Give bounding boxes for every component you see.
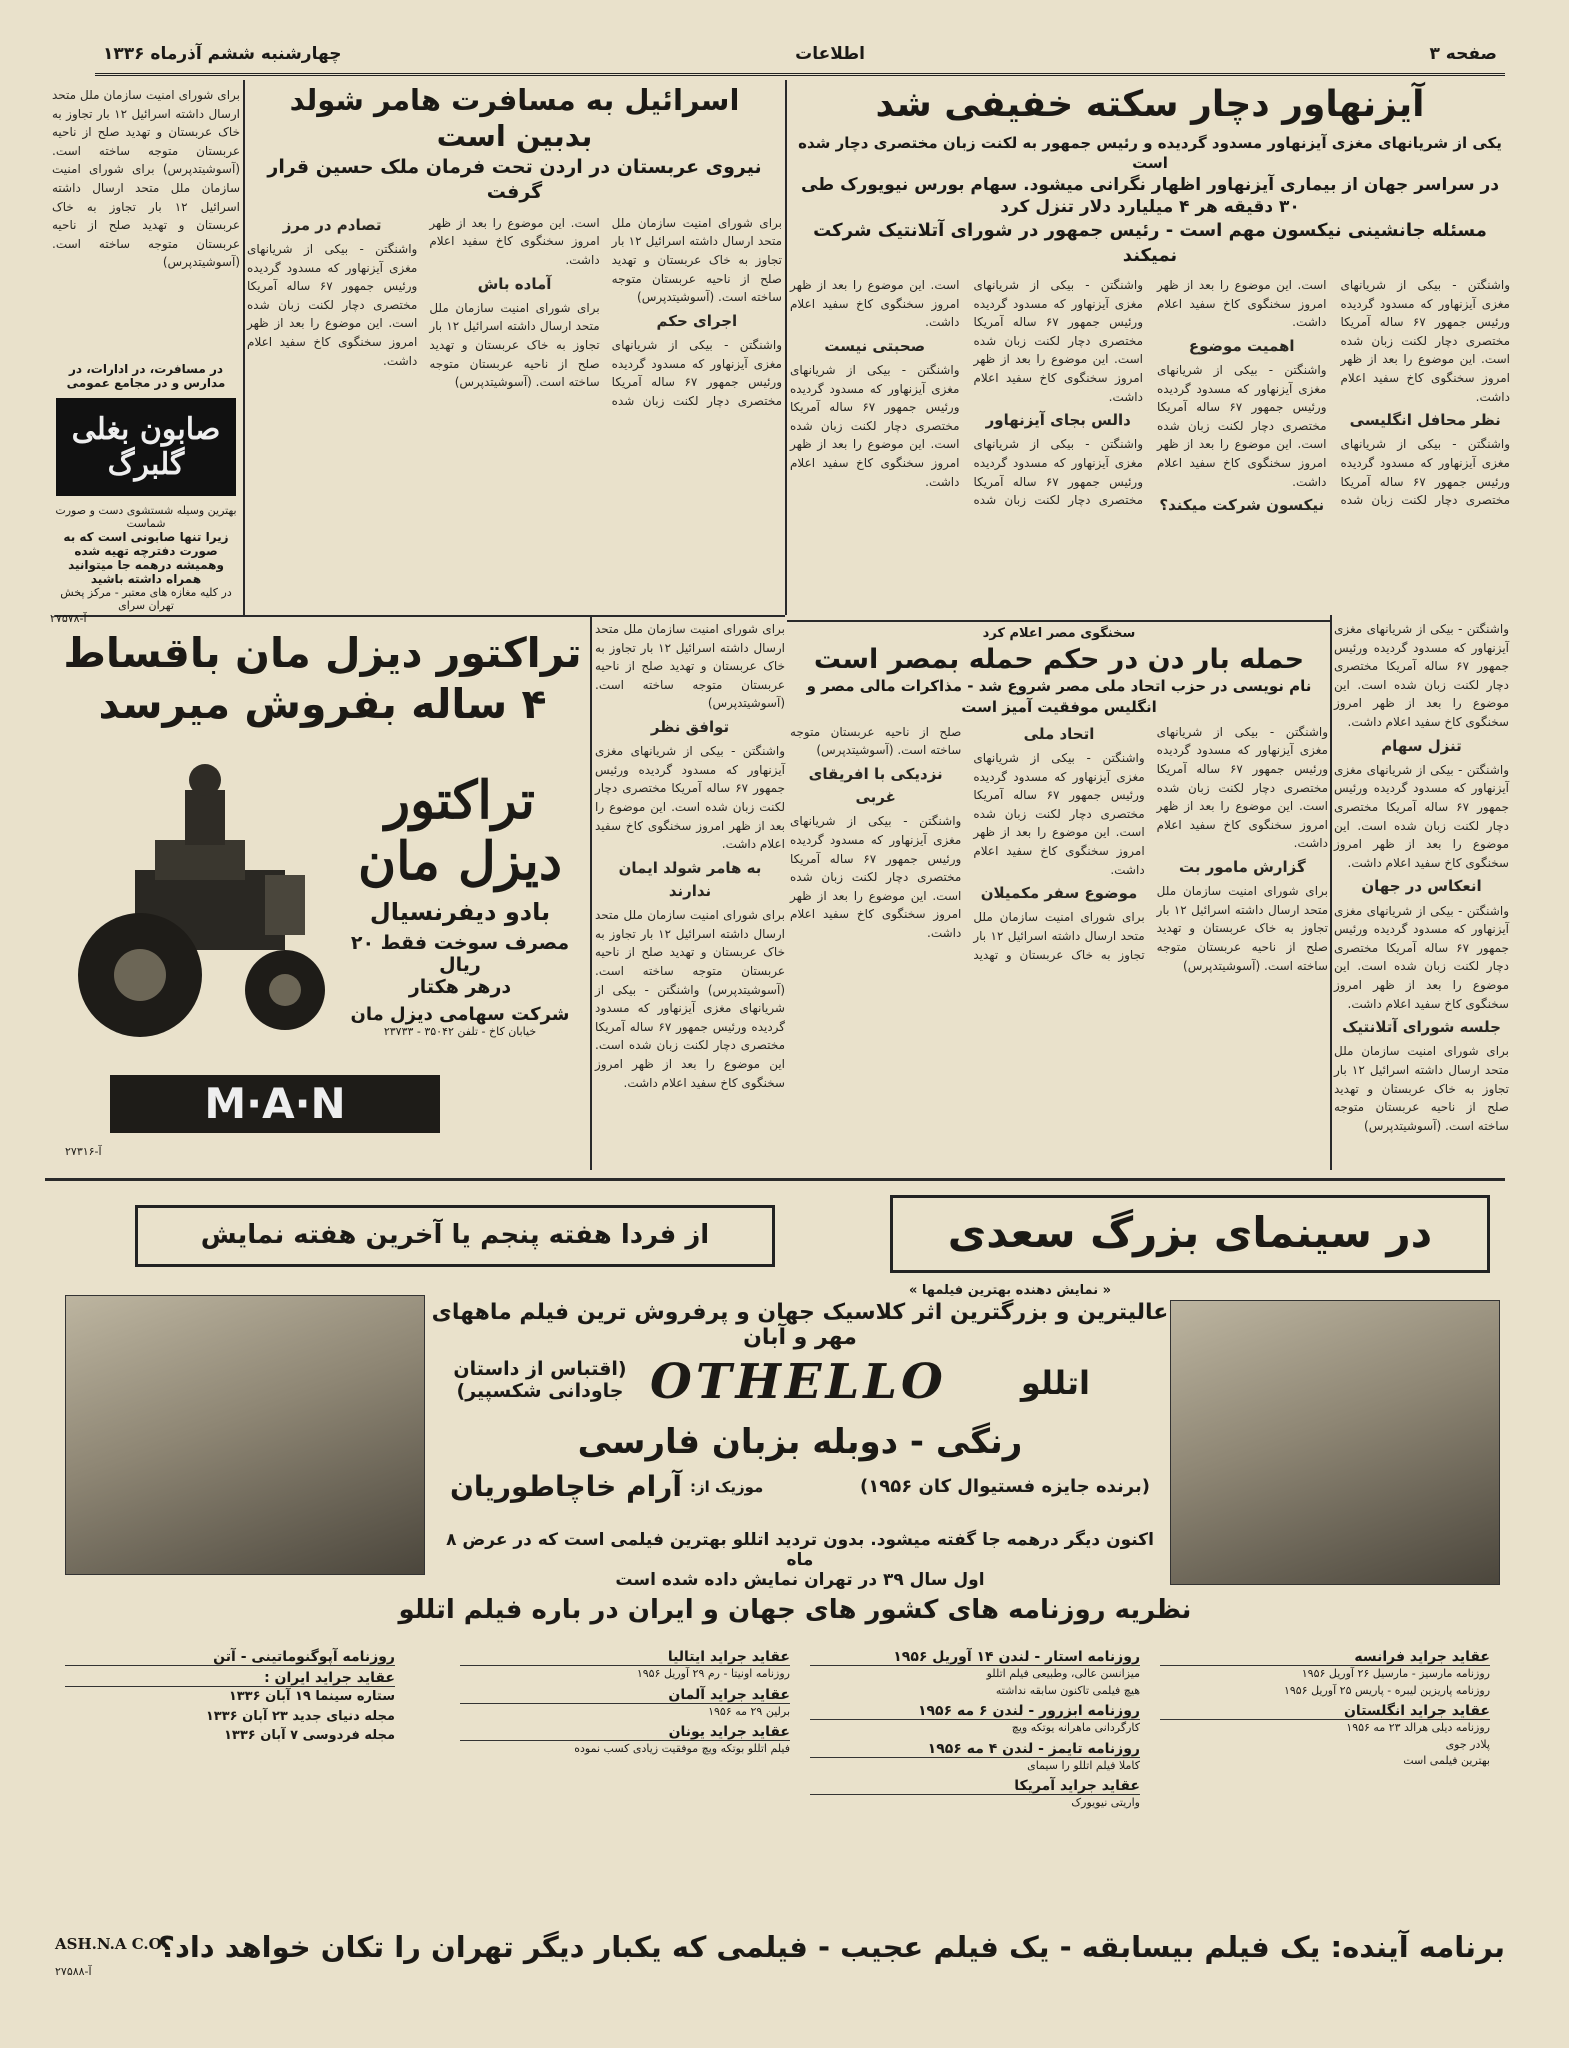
article-subhead: در سراسر جهان از بیماری آیزنهاور اظهار نگرانی میشود. سهام بورس نیویورک طی ۳۰ دقیقه هر ۴ میلیارد دلار تنزل کرد [800, 174, 1500, 218]
tractor-company: شرکت سهامی دیزل مان [350, 1004, 570, 1025]
film-desc: عالیترین و بزرگترین اثر کلاسیک جهان و پرفروش ترین فیلم ماههای مهر و آبان [431, 1300, 1169, 1350]
review-item: ستاره سینما ۱۹ آبان ۱۳۳۶ [228, 1689, 395, 1704]
body-text: واشنگتن - بیکی از شریانهای مغزی آیزنهاور که مسدود گردیده ورئیس جمهور ۶۷ ساله آمریکا مختصری دچار لکنت زبان شده است. این موضوع را بعد از ظهر امروز سخنگوی کاخ سفید اعلام داشت. [1334, 762, 1509, 870]
article-kicker: سخنگوی مصر اعلام کرد [982, 626, 1136, 641]
security-council-brief [52, 86, 240, 356]
music-label: موزیک از: [690, 1478, 764, 1496]
paper-name: اطلاعات [795, 44, 865, 64]
review-item: هیچ فیلمی تاکنون سابقه نداشته [995, 1683, 1140, 1697]
review-item: فیلم اتللو بوتکه ویچ موفقیت زیادی کسب نموده [574, 1742, 790, 1755]
column-rule [785, 80, 787, 615]
article-body [790, 276, 1510, 641]
article-body [790, 723, 1328, 1173]
body-text: واشنگتن - بیکی از شریانهای مغزی آیزنهاور که مسدود گردیده ورئیس جمهور ۶۷ ساله آمریکا مختصری دچار لکنت زبان شده است. این موضوع را بعد از ظهر امروز سخنگوی کاخ سفید اعلام داشت. [790, 814, 962, 941]
section-heading: تصادم در مرز [282, 215, 382, 234]
adaptation-line: (اقتباس از داستان [453, 1358, 627, 1380]
review-item: کارگردانی ماهرانه یوتکه ویچ [1011, 1721, 1140, 1734]
section-heading: موضوع سفر مکمیلان [980, 884, 1138, 903]
section-heading: آماده باش [477, 274, 552, 293]
body-text: واشنگتن - بیکی از شریانهای مغزی آیزنهاور که مسدود گردیده ورئیس جمهور ۶۷ ساله آمریکا مختصری دچار لکنت زبان شده است. این موضوع را بعد از ظهر امروز سخنگوی کاخ سفید اعلام داشت. [595, 982, 786, 1090]
review-heading: عقاید جراید یونان [460, 1724, 790, 1741]
soap-ad [50, 362, 242, 625]
article-headline: حمله بار دن در حکم حمله بمصر است [813, 643, 1305, 675]
body-text: برای شورای امنیت سازمان ملل متحد ارسال داشته اسرائیل ۱۲ بار تجاوز به خاک عربستان و تهدید صلح از ناحیه عربستان متوجه ساخته است. (آسوشیتدپرس) [790, 724, 1145, 962]
review-item: روزنامه مارسیز - مارسیل ۲۶ آوریل ۱۹۵۶ [1301, 1667, 1490, 1680]
film-still-right [1170, 1300, 1500, 1585]
soap-line: بهترین وسیله شستشوی دست و صورت شماست [55, 504, 237, 530]
body-text: واشنگتن - بیکی از شریانهای مغزی آیزنهاور که مسدود گردیده ورئیس جمهور ۶۷ ساله آمریکا مختصری دچار لکنت زبان شده است. این موضوع را بعد از ظهر امروز سخنگوی کاخ سفید اعلام داشت. [790, 363, 960, 489]
film-title-en: OTHELLO [650, 1354, 947, 1410]
review-heading: روزنامه ابزرور - لندن ۶ مه ۱۹۵۶ [810, 1703, 1140, 1720]
ashna-logo: ASH.N.A C.O [55, 1935, 162, 1953]
section-heading: نیکسون شرکت میکند؟ [1159, 496, 1325, 515]
column-rule [1330, 615, 1332, 1170]
film-still-left [65, 1295, 425, 1575]
section-heading: جلسه شورای آتلانتیک [1342, 1018, 1501, 1037]
section-heading: دالس بجای آیزنهاور [985, 411, 1131, 430]
film-title-fa: اتللو [1020, 1364, 1090, 1402]
israel-article [247, 82, 782, 612]
cinema-tagline: « نمایش دهنده بهترین فیلمها » [908, 1283, 1112, 1298]
body-text: واشنگتن - بیکی از شریانهای مغزی آیزنهاور که مسدود گردیده ورئیس جمهور ۶۷ ساله آمریکا مختصری دچار لکنت زبان شده است. این موضوع را بعد از ظهر امروز سخنگوی کاخ سفید اعلام داشت. [790, 277, 1143, 508]
review-item: واریتی نیویورک [1071, 1796, 1140, 1809]
ad-code: آ-۲۷۳۱۶ [65, 1145, 102, 1158]
section-heading: تنزل سهام [1381, 736, 1462, 755]
review-item: میزانسن عالی، وطبیعی فیلم اتللو [986, 1667, 1140, 1680]
ad-code: آ-۲۷۵۷۸ [50, 612, 87, 625]
film-note: اول سال ۳۹ در تهران نمایش داده شده است [615, 1570, 985, 1590]
eisenhower-article [790, 82, 1510, 617]
article-subhead: نیروی عربستان در اردن تحت فرمان ملک حسین قرار گرفت [267, 155, 762, 204]
review-item: مجله فردوسی ۷ آبان ۱۳۳۶ [223, 1728, 395, 1743]
body-text: واشنگتن - بیکی از شریانهای مغزی آیزنهاور که مسدود گردیده ورئیس جمهور ۶۷ ساله آمریکا مختصری دچار لکنت زبان شده است. این موضوع را بعد از ظهر امروز سخنگوی کاخ سفید اعلام داشت. [247, 242, 418, 368]
body-text: برای شورای امنیت سازمان ملل متحد ارسال داشته اسرائیل ۱۲ بار تجاوز به خاک عربستان و تهدید صلح از ناحیه عربستان متوجه ساخته است. (آسوشیتدپرس) [1334, 1044, 1509, 1133]
review-heading: روزنامه تایمز - لندن ۴ مه ۱۹۵۶ [810, 1741, 1140, 1758]
film-color: رنگی - دوبله بزبان فارسی [577, 1422, 1023, 1462]
film-title-row [430, 1354, 1170, 1416]
film-composer: آرام خاچاطوریان [450, 1470, 682, 1503]
review-item: برلین ۲۹ مه ۱۹۵۶ [708, 1704, 790, 1718]
review-item: بهترین فیلمی است [1403, 1754, 1490, 1767]
column-rule [590, 615, 592, 1170]
tractor-title: تراکتور دیزل مان باقساط [63, 629, 582, 677]
review-item: کاملا فیلم اتللو را سیمای [1027, 1758, 1140, 1772]
body-text: برای شورای امنیت سازمان ملل متحد ارسال داشته اسرائیل ۱۲ بار تجاوز به خاک عربستان و تهدید صلح از ناحیه عربستان متوجه ساخته است. (آسوشیتدپرس) [1156, 884, 1328, 973]
page-header [95, 40, 1505, 76]
man-logo: M·A·N [110, 1075, 440, 1133]
tractor-name: تراکتور دیزل مان [357, 770, 563, 892]
egypt-article [790, 625, 1328, 1175]
film-info [430, 1300, 1170, 1590]
reviews-column [1160, 1645, 1490, 1915]
section-heading: اتحاد ملی [1023, 724, 1095, 743]
reviews-column [810, 1645, 1140, 1915]
review-heading: عقاید جراید ایتالیا [460, 1649, 790, 1666]
article-lead: واشنگتن - بیکی از شریانهای مغزی آیزنهاور که مسدود گردیده ورئیس جمهور ۶۷ ساله آمریکا مختصری دچار لکنت زبان شده است. این موضوع را بعد از ظهر امروز سخنگوی کاخ سفید اعلام داشت. [1340, 277, 1510, 404]
cinema-headline: در سینمای بزرگ سعدی [890, 1195, 1490, 1273]
review-heading: روزنامه استار - لندن ۱۴ آوریل ۱۹۵۶ [810, 1649, 1140, 1666]
body-text: برای شورای امنیت سازمان ملل متحد ارسال داشته اسرائیل ۱۲ بار تجاوز به خاک عربستان و تهدید صلح از ناحیه عربستان متوجه ساخته است. (آسوشیتدپرس) [595, 908, 786, 997]
tractor-details [340, 770, 580, 1038]
review-item: مجله دنیای جدید ۲۳ آبان ۱۳۳۶ [205, 1708, 395, 1724]
film-adaptation [450, 1358, 630, 1402]
review-item: روزنامه پاریزین لیبره - پاریس ۲۵ آوریل ۱۹۵۶ [1283, 1683, 1490, 1697]
body-text: واشنگتن - بیکی از شریانهای مغزی آیزنهاور که مسدود گردیده ورئیس جمهور ۶۷ ساله آمریکا مختصری دچار لکنت زبان شده است. این موضوع را بعد از ظهر امروز سخنگوی کاخ سفید اعلام داشت. [973, 277, 1143, 404]
film-credits-row [430, 1470, 1170, 1516]
cinema-week: از فردا هفته پنجم یا آخرین هفته نمایش [135, 1205, 775, 1267]
body-text: واشنگتن - بیکی از شریانهای مغزی آیزنهاور که مسدود گردیده ورئیس جمهور ۶۷ ساله آمریکا مختصری دچار لکنت زبان شده است. این موضوع را بعد از ظهر امروز سخنگوی کاخ سفید اعلام داشت. [1334, 903, 1509, 1011]
section-heading: صحبتی نیست [824, 336, 926, 355]
page-number: صفحه ۳ [1429, 44, 1497, 64]
body-text: واشنگتن - بیکی از شریانهای مغزی آیزنهاور که مسدود گردیده ورئیس جمهور ۶۷ ساله آمریکا مختصری دچار لکنت زبان شده است. این موضوع را بعد از ظهر امروز سخنگوی کاخ سفید اعلام داشت. [429, 215, 783, 408]
article-headline: اسرائیل به مسافرت هامر شولد بدبین است [289, 83, 740, 154]
tractor-title: ۴ ساله بفروش میرسد [98, 680, 547, 729]
body-text: برای شورای امنیت سازمان ملل متحد ارسال داشته اسرائیل ۱۲ بار تجاوز به خاک عربستان و تهدید صلح از ناحیه عربستان متوجه ساخته است. (آسوشیتدپرس) [611, 215, 782, 305]
column-rule [243, 80, 245, 615]
section-heading: اهمیت موضوع [1188, 336, 1295, 355]
issue-date: چهارشنبه ششم آذرماه ۱۳۳۶ [103, 44, 342, 64]
body-text: واشنگتن - بیکی از شریانهای مغزی آیزنهاور که مسدود گردیده ورئیس جمهور ۶۷ ساله آمریکا مختصری دچار لکنت زبان شده است. این موضوع را بعد از ظهر امروز سخنگوی کاخ سفید اعلام داشت. [1156, 724, 1329, 851]
review-heading: روزنامه آپوگنوماتینی - آتن [65, 1649, 395, 1666]
review-title: نظریه روزنامه های کشور های جهان و ایران در باره فیلم اتللو [398, 1595, 1192, 1625]
article-subhead: مسئله جانشینی نیکسون مهم است - رئیس جمهور در شورای آتلانتیک شرکت نمیکند [813, 220, 1487, 266]
section-heading: اجرای حکم [656, 311, 738, 330]
article-subhead: نام نویسی در حزب اتحاد ملی مصر شروع شد - مذاکرات مالی مصر و انگلیس موفقیت آمیز است [806, 677, 1312, 716]
eisenhower-continued [1334, 620, 1509, 1175]
review-heading: عقاید جراید آمریکا [810, 1778, 1140, 1795]
section-heading: توافق نظر [650, 717, 730, 736]
article-body [247, 214, 782, 654]
article-subhead: یکی از شریانهای مغزی آیزنهاور مسدود گردیده و رئیس جمهور به لکنت زبان مختصری دچار شده است [798, 134, 1502, 173]
israel-continued [595, 620, 785, 1175]
section-heading: به هامر شولد ایمان ندارند [618, 858, 762, 901]
soap-line: زیرا تنها صابونی است که به صورت دفترچه تهیه شده [63, 530, 229, 558]
next-program: برنامه آینده: یک فیلم بیسابقه - یک فیلم عجیب - فیلمی که یکبار دیگر تهران را تکان خواهد داد؟ [158, 1930, 1505, 1964]
tractor-per: درهر هکتار [408, 976, 512, 998]
tractor-fuel: مصرف سوخت فقط ۲۰ ریال [350, 932, 570, 976]
soap-shops: در کلیه مغازه های معتبر - مرکز پخش تهران سرای [60, 586, 232, 612]
tractor-feature: بادو دیفرنسیال [369, 898, 551, 926]
soap-brand: صابون بغلی گلبرگ [56, 398, 236, 496]
soap-notice: در مسافرت، در ادارات، در مدارس و در مجامع عمومی [66, 362, 226, 390]
section-heading: نزدیکی با افریقای غربی [808, 764, 943, 807]
article-headline: آیزنهاور دچار سکته خفیفی شد [875, 84, 1425, 125]
body-text: برای شورای امنیت سازمان ملل متحد ارسال داشته اسرائیل ۱۲ بار تجاوز به خاک عربستان و تهدید صلح از ناحیه عربستان متوجه ساخته است. (آسوشیتدپرس) [52, 88, 241, 177]
reviews-column [460, 1645, 790, 1915]
tractor-ad [55, 620, 590, 1175]
section-rule [45, 1178, 1505, 1181]
review-heading: عقاید جراید انگلستان [1160, 1703, 1490, 1720]
review-heading: عقاید جراید فرانسه [1160, 1649, 1490, 1666]
body-text: برای شورای امنیت سازمان ملل متحد ارسال داشته اسرائیل ۱۲ بار تجاوز به خاک عربستان و تهدید صلح از ناحیه عربستان متوجه ساخته است. (آسوشیتدپرس) [52, 162, 241, 270]
body-text: واشنگتن - بیکی از شریانهای مغزی آیزنهاور که مسدود گردیده ورئیس جمهور ۶۷ ساله آمریکا مختصری دچار لکنت زبان شده است. این موضوع را بعد از ظهر امروز سخنگوی کاخ سفید اعلام داشت. [595, 744, 785, 852]
section-heading: انعکاس در جهان [1361, 877, 1482, 896]
section-heading: نظر محافل انگلیسی [1349, 411, 1501, 430]
tractor-address: خیابان کاخ - تلفن ۳۵۰۴۲ - ۲۳۷۳۳ [383, 1025, 537, 1038]
review-item: روزنامه دیلی هرالد ۲۳ مه ۱۹۵۶ [1346, 1721, 1490, 1734]
adaptation-line: جاودانی شکسپیر) [456, 1380, 624, 1402]
body-text: واشنگتن - بیکی از شریانهای مغزی آیزنهاور که مسدود گردیده ورئیس جمهور ۶۷ ساله آمریکا مختصری دچار لکنت زبان شده است. این موضوع را بعد از ظهر امروز سخنگوی کاخ سفید اعلام داشت. [973, 751, 1145, 877]
body-text: واشنگتن - بیکی از شریانهای مغزی آیزنهاور که مسدود گردیده ورئیس جمهور ۶۷ ساله آمریکا مختصری دچار لکنت زبان شده است. این موضوع را بعد از ظهر امروز سخنگوی کاخ سفید اعلام داشت. [1157, 277, 1510, 508]
reviews-column [65, 1645, 395, 1915]
body-text: برای شورای امنیت سازمان ملل متحد ارسال داشته اسرائیل ۱۲ بار تجاوز به خاک عربستان و تهدید صلح از ناحیه عربستان متوجه ساخته است. (آسوشیتدپرس) [595, 622, 786, 711]
body-text: برای شورای امنیت سازمان ملل متحد ارسال داشته اسرائیل ۱۲ بار تجاوز به خاک عربستان و تهدید صلح از ناحیه عربستان متوجه ساخته است. (آسوشیتدپرس) [429, 300, 600, 390]
body-text: واشنگتن - بیکی از شریانهای مغزی آیزنهاور که مسدود گردیده ورئیس جمهور ۶۷ ساله آمریکا مختصری دچار لکنت زبان شده است. این موضوع را بعد از ظهر امروز سخنگوی کاخ سفید اعلام داشت. [1157, 363, 1327, 489]
soap-line: وهمیشه درهمه جا میتوانید همراه داشته باشید [68, 558, 224, 586]
ad-code: آ-۲۷۵۸۸ [55, 1965, 92, 1978]
cinema-ad [45, 1185, 1510, 2015]
film-note: اکنون دیگر درهمه جا گفته میشود. بدون تردید اتللو بهترین فیلمی است که در عرض ۸ ماه [446, 1530, 1154, 1570]
section-heading: گزارش مامور بت [1178, 857, 1306, 876]
tractor-icon [65, 750, 345, 1050]
review-item: پلادر جوی [1445, 1737, 1490, 1751]
review-heading: عقاید جراید آلمان [460, 1687, 790, 1704]
review-heading: عقاید جراید ایران : [65, 1670, 395, 1687]
film-prize: (برنده جایزه فستیوال کان ۱۹۵۶) [860, 1476, 1150, 1497]
review-item: روزنامه اونیتا - رم ۲۹ آوریل ۱۹۵۶ [636, 1667, 790, 1680]
body-text: واشنگتن - بیکی از شریانهای مغزی آیزنهاور که مسدود گردیده ورئیس جمهور ۶۷ ساله آمریکا مختصری دچار لکنت زبان شده است. این موضوع را بعد از ظهر امروز سخنگوی کاخ سفید اعلام داشت. [1334, 622, 1509, 729]
